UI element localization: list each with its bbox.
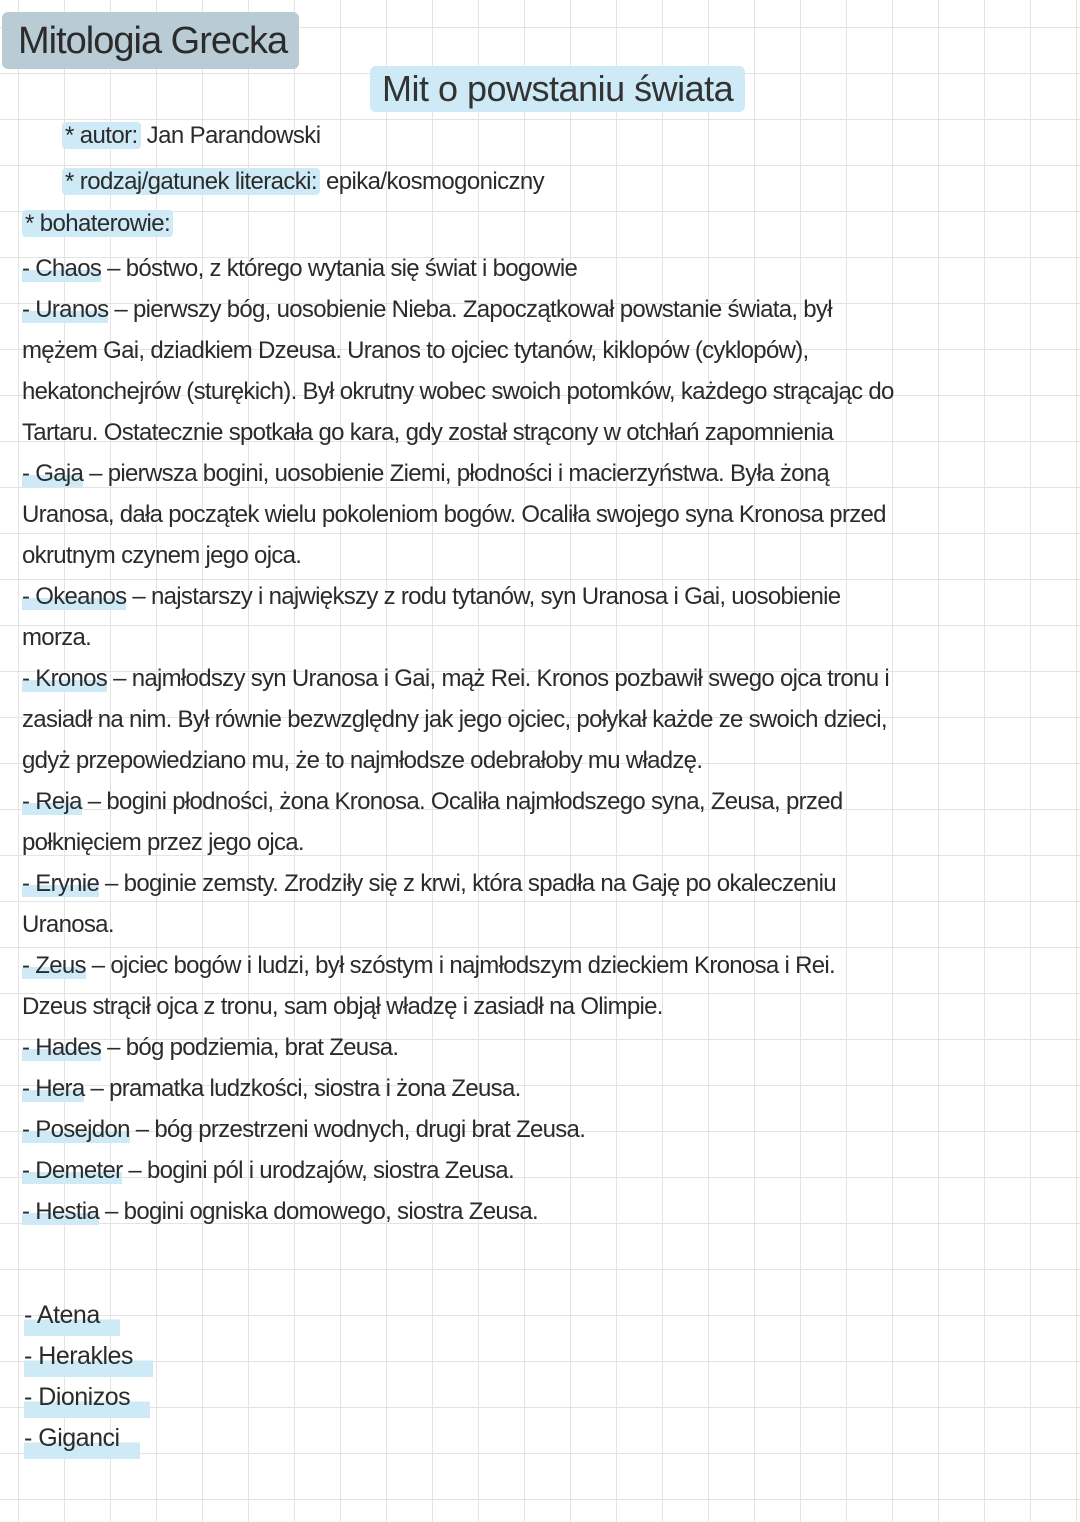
character-name: - Posejdon — [22, 1116, 130, 1143]
character-name: - Erynie — [22, 870, 100, 897]
character-entry — [22, 1068, 902, 1109]
character-entry — [22, 453, 902, 576]
character-entry — [22, 1191, 902, 1232]
character-name: - Hera — [22, 1075, 85, 1102]
character-description: – boginie zemsty. Zrodziły się z krwi, która spadła na Gaję po okaleczeniu Uranosa. — [22, 870, 836, 938]
character-description: – najstarszy i największy z rodu tytanów, syn Uranosa i Gai, uosobienie morza. — [22, 583, 841, 651]
character-description: – najmłodszy syn Uranosa i Gai, mąż Rei. Kronos pozbawił swego ojca tronu i zasiadł na nim. Był równie bezwzględny jak jego ojciec, połykał każde ze swoich dzieci, gdyż przepowiedziano mu, że to najmłodsze odebrałoby mu władzę. — [22, 665, 889, 774]
character-entry — [22, 781, 902, 863]
character-description: – bóg przestrzeni wodnych, drugi brat Zeusa. — [129, 1116, 586, 1143]
extra-item: - Dionizos — [24, 1377, 150, 1418]
character-name: - Okeanos — [22, 583, 127, 610]
author-value: Jan Parandowski — [146, 122, 321, 149]
character-entry — [22, 945, 902, 1027]
character-description: – pierwsza bogini, uosobienie Ziemi, płodności i macierzyństwa. Była żoną Uranosa, dała początek wielu pokoleniom bogów. Ocaliła swojego syna Kronosa przed okrutnym czynem jego ojca. — [22, 460, 886, 569]
character-name: - Zeus — [22, 952, 86, 979]
extra-item: - Atena — [24, 1295, 120, 1336]
extra-item: - Giganci — [24, 1418, 140, 1459]
character-name: - Chaos — [22, 255, 102, 282]
genre-label: * rodzaj/gatunek literacki: — [62, 168, 320, 195]
character-entry — [22, 1109, 902, 1150]
character-entry — [22, 1150, 902, 1191]
character-description: – bogini pól i urodzajów, siostra Zeusa. — [122, 1157, 514, 1184]
character-entry — [22, 576, 902, 658]
heroes-line — [22, 210, 173, 238]
characters-list — [22, 248, 902, 1232]
heroes-label: * bohaterowie: — [22, 210, 173, 237]
character-entry — [22, 289, 902, 453]
character-name: - Hestia — [22, 1198, 100, 1225]
extra-list — [24, 1295, 153, 1459]
character-name: - Uranos — [22, 296, 109, 323]
page-title: Mitologia Grecka — [2, 12, 299, 69]
character-entry — [22, 658, 902, 781]
character-description: – pierwszy bóg, uosobienie Nieba. Zapoczątkował powstanie świata, był mężem Gai, dziadkiem Dzeusa. Uranos to ojciec tytanów, kiklopów (cyklopów), hekatonchejrów (sturękich). Był okrutny wobec swoich potomków, każdego strącając do Tartaru. Ostatecznie spotkała go kara, gdy został strącony w otchłań zapomnienia — [22, 296, 894, 446]
character-description: – bóstwo, z którego wytania się świat i bogowie — [101, 255, 578, 282]
extra-item: - Herakles — [24, 1336, 153, 1377]
character-entry — [22, 248, 902, 289]
character-name: - Reja — [22, 788, 82, 815]
character-description: – bóg podziemia, brat Zeusa. — [101, 1034, 399, 1061]
genre-line — [62, 168, 544, 196]
author-line — [62, 122, 320, 150]
character-description: – pramatka ludzkości, siostra i żona Zeusa. — [84, 1075, 521, 1102]
character-name: - Gaja — [22, 460, 84, 487]
author-label: * autor: — [62, 122, 141, 149]
character-description: – bogini płodności, żona Kronosa. Ocaliła najmłodszego syna, Zeusa, przed połknięciem przez jego ojca. — [22, 788, 843, 856]
character-description: – ojciec bogów i ludzi, był szóstym i najmłodszym dzieckiem Kronosa i Rei. Dzeus strącił ojca z tronu, sam objął władzę i zasiadł na Olimpie. — [22, 952, 835, 1020]
character-entry — [22, 863, 902, 945]
subtitle: Mit o powstaniu świata — [370, 66, 745, 112]
character-name: - Demeter — [22, 1157, 123, 1184]
genre-value: epika/kosmogoniczny — [326, 168, 545, 195]
character-name: - Kronos — [22, 665, 108, 692]
character-entry — [22, 1027, 902, 1068]
character-name: - Hades — [22, 1034, 102, 1061]
character-description: – bogini ogniska domowego, siostra Zeusa. — [99, 1198, 538, 1225]
